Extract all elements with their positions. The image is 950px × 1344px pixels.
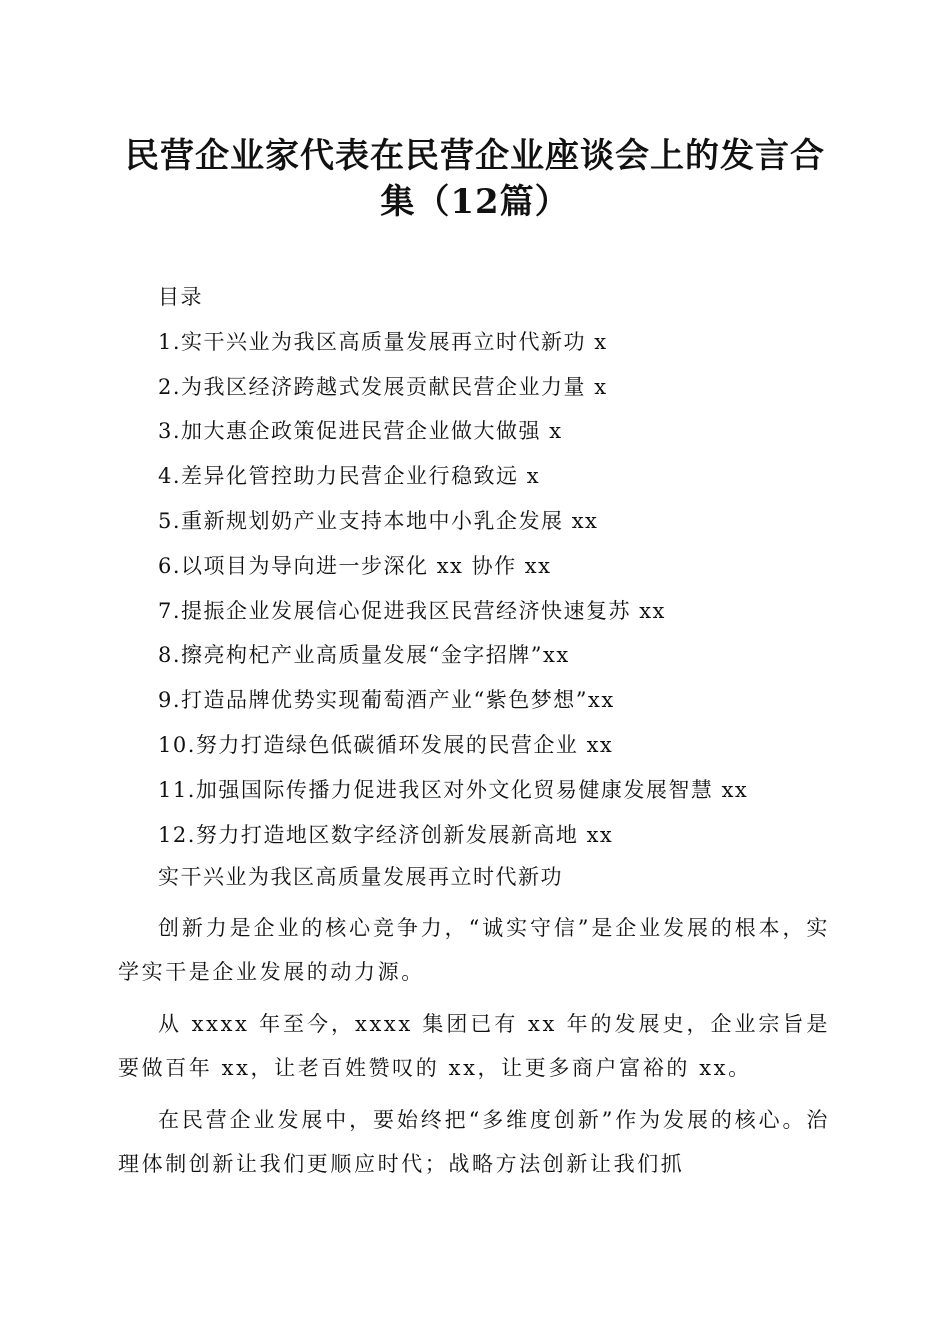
section-heading: 实干兴业为我区高质量发展再立时代新功 — [158, 865, 563, 889]
toc-item: 4.差异化管控助力民营企业行稳致远 x — [158, 464, 541, 489]
toc-item: 12.努力打造地区数字经济创新发展新高地 xx — [158, 822, 614, 847]
body-paragraph: 创新力是企业的核心竞争力，“诚实守信”是企业发展的根本，实学实干是企业发展的动力源。 — [118, 916, 830, 984]
toc-item: 8.擦亮枸杞产业高质量发展“金字招牌”xx — [158, 643, 570, 668]
toc-label: 目录 — [158, 285, 203, 309]
toc-item: 3.加大惠企政策促进民营企业做大做强 x — [158, 419, 563, 444]
toc-item: 10.努力打造绿色低碳循环发展的民营企业 xx — [158, 732, 614, 757]
body-paragraph: 在民营企业发展中，要始终把“多维度创新”作为发展的核心。治理体制创新让我们更顺应时代；战略方法创新让我们抓 — [118, 1108, 830, 1176]
document-title — [100, 133, 850, 225]
toc-item: 2.为我区经济跨越式发展贡献民营企业力量 x — [158, 374, 608, 399]
title-line-1: 民营企业家代表在民营企业座谈会上的发言合 — [125, 136, 825, 176]
toc-item: 11.加强国际传播力促进我区对外文化贸易健康发展智慧 xx — [158, 777, 749, 802]
title-line-2: 集（12篇） — [380, 182, 570, 222]
body-paragraph: 从 xxxx 年至今，xxxx 集团已有 xx 年的发展史，企业宗旨是要做百年 xx，让老百姓赞叹的 xx，让更多商户富裕的 xx。 — [118, 1012, 830, 1080]
toc-item: 6.以项目为导向进一步深化 xx 协作 xx — [158, 553, 552, 578]
toc-item: 1.实干兴业为我区高质量发展再立时代新功 x — [158, 329, 608, 354]
toc-item: 7.提振企业发展信心促进我区民营经济快速复苏 xx — [158, 598, 666, 623]
table-of-contents — [158, 282, 858, 864]
toc-item: 5.重新规划奶产业支持本地中小乳企发展 xx — [158, 508, 599, 533]
toc-item: 9.打造品牌优势实现葡萄酒产业“紫色梦想”xx — [158, 688, 615, 713]
document-body — [118, 862, 830, 1186]
